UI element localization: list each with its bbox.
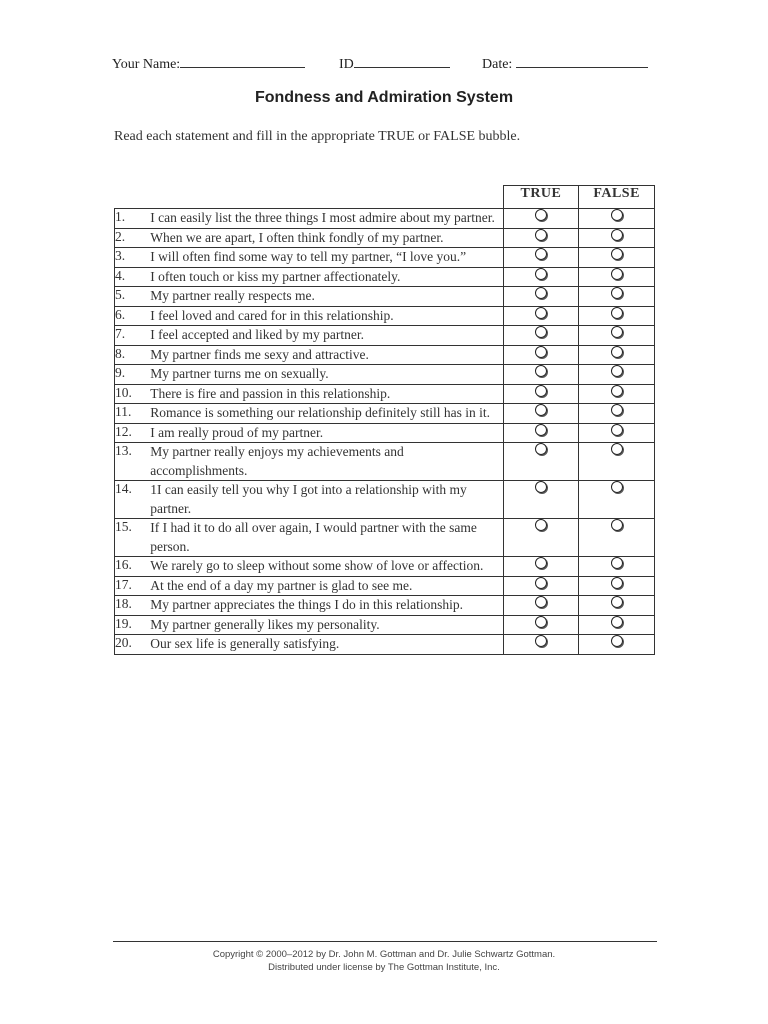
false-cell (579, 423, 655, 443)
page-title: Fondness and Admiration System (254, 89, 514, 106)
false-bubble[interactable] (611, 268, 623, 280)
false-bubble[interactable] (611, 519, 623, 531)
false-bubble[interactable] (611, 209, 623, 221)
false-column-header: FALSE (579, 186, 655, 209)
question-row (115, 345, 655, 365)
question-number: 10. (115, 384, 151, 404)
question-number: 20. (115, 635, 151, 655)
true-bubble[interactable] (535, 307, 547, 319)
question-statement: My partner really enjoys my achievements and accomplishments. (150, 443, 503, 481)
question-row (115, 365, 655, 385)
false-cell (579, 576, 655, 596)
true-cell (503, 423, 579, 443)
question-statement: If I had it to do all over again, I would partner with the same person. (150, 519, 503, 557)
question-statement: We rarely go to sleep without some show of love or affection. (150, 557, 503, 577)
question-row (115, 635, 655, 655)
name-label: Your Name: (112, 57, 181, 72)
true-cell (503, 596, 579, 616)
true-bubble[interactable] (535, 385, 547, 397)
false-cell (579, 365, 655, 385)
date-label: Date: (482, 57, 513, 72)
false-bubble[interactable] (611, 481, 623, 493)
question-statement: My partner really respects me. (150, 287, 503, 307)
true-bubble[interactable] (535, 404, 547, 416)
true-cell (503, 248, 579, 268)
true-bubble[interactable] (535, 557, 547, 569)
question-row (115, 481, 655, 519)
question-statement: I feel loved and cared for in this relationship. (150, 306, 503, 326)
false-cell (579, 384, 655, 404)
false-cell (579, 519, 655, 557)
true-cell (503, 384, 579, 404)
true-bubble[interactable] (535, 519, 547, 531)
false-bubble[interactable] (611, 424, 623, 436)
question-row (115, 306, 655, 326)
true-bubble[interactable] (535, 635, 547, 647)
false-bubble[interactable] (611, 635, 623, 647)
false-cell (579, 345, 655, 365)
false-bubble[interactable] (611, 326, 623, 338)
name-blank-line[interactable] (180, 54, 305, 68)
question-statement: I feel accepted and liked by my partner. (150, 326, 503, 346)
question-statement: I will often find some way to tell my partner, “I love you.” (150, 248, 503, 268)
question-statement: My partner appreciates the things I do in this relationship. (150, 596, 503, 616)
false-cell (579, 404, 655, 424)
question-row (115, 404, 655, 424)
question-row (115, 228, 655, 248)
false-bubble[interactable] (611, 248, 623, 260)
question-statement: My partner finds me sexy and attractive. (150, 345, 503, 365)
question-statement: At the end of a day my partner is glad to see me. (150, 576, 503, 596)
true-cell (503, 345, 579, 365)
instructions-text: Read each statement and fill in the appropriate TRUE or FALSE bubble. (114, 129, 521, 144)
true-cell (503, 481, 579, 519)
question-statement: I can easily list the three things I most admire about my partner. (150, 209, 503, 229)
false-cell (579, 228, 655, 248)
false-cell (579, 267, 655, 287)
name-field[interactable] (112, 54, 305, 73)
true-cell (503, 635, 579, 655)
true-column-header: TRUE (503, 186, 579, 209)
question-statement: Romance is something our relationship definitely still has in it. (150, 404, 503, 424)
true-cell (503, 326, 579, 346)
id-blank-line[interactable] (354, 54, 450, 68)
question-row (115, 443, 655, 481)
true-cell (503, 443, 579, 481)
question-row (115, 326, 655, 346)
question-row (115, 576, 655, 596)
copyright-line: Copyright © 2000–2012 by Dr. John M. Gottman and Dr. Julie Schwartz Gottman. (212, 949, 556, 960)
question-row (115, 287, 655, 307)
question-number: 3. (115, 248, 151, 268)
true-bubble[interactable] (535, 596, 547, 608)
false-bubble[interactable] (611, 443, 623, 455)
question-statement: My partner generally likes my personality. (150, 615, 503, 635)
question-row (115, 267, 655, 287)
true-bubble[interactable] (535, 616, 547, 628)
footer-divider (113, 941, 657, 942)
false-bubble[interactable] (611, 557, 623, 569)
true-cell (503, 306, 579, 326)
false-bubble[interactable] (611, 346, 623, 358)
true-cell (503, 209, 579, 229)
true-bubble[interactable] (535, 209, 547, 221)
copyright-footer (0, 949, 768, 974)
false-bubble[interactable] (611, 365, 623, 377)
question-number: 17. (115, 576, 151, 596)
survey-body (115, 209, 655, 655)
question-statement: There is fire and passion in this relationship. (150, 384, 503, 404)
false-bubble[interactable] (611, 616, 623, 628)
true-bubble[interactable] (535, 424, 547, 436)
question-statement: When we are apart, I often think fondly of my partner. (150, 228, 503, 248)
true-bubble[interactable] (535, 365, 547, 377)
false-bubble[interactable] (611, 307, 623, 319)
false-cell (579, 287, 655, 307)
true-cell (503, 228, 579, 248)
true-bubble[interactable] (535, 229, 547, 241)
question-number: 11. (115, 404, 151, 424)
false-cell (579, 481, 655, 519)
question-row (115, 423, 655, 443)
survey-table (114, 185, 655, 655)
false-cell (579, 557, 655, 577)
false-cell (579, 596, 655, 616)
false-cell (579, 248, 655, 268)
false-bubble[interactable] (611, 596, 623, 608)
question-row (115, 596, 655, 616)
id-label: ID (339, 57, 354, 72)
false-bubble[interactable] (611, 577, 623, 589)
question-statement: 1I can easily tell you why I got into a relationship with my partner. (150, 481, 503, 519)
false-cell (579, 635, 655, 655)
false-cell (579, 443, 655, 481)
table-header-row (115, 186, 655, 209)
question-statement: Our sex life is generally satisfying. (150, 635, 503, 655)
question-row (115, 209, 655, 229)
question-number: 8. (115, 345, 151, 365)
question-number: 18. (115, 596, 151, 616)
question-row (115, 615, 655, 635)
question-row (115, 384, 655, 404)
false-bubble[interactable] (611, 385, 623, 397)
question-statement: My partner turns me on sexually. (150, 365, 503, 385)
true-cell (503, 267, 579, 287)
true-bubble[interactable] (535, 346, 547, 358)
question-row (115, 519, 655, 557)
question-number: 2. (115, 228, 151, 248)
true-bubble[interactable] (535, 481, 547, 493)
question-number: 15. (115, 519, 151, 557)
false-cell (579, 326, 655, 346)
false-cell (579, 615, 655, 635)
question-row (115, 248, 655, 268)
question-number: 1. (115, 209, 151, 229)
question-number: 16. (115, 557, 151, 577)
true-cell (503, 287, 579, 307)
id-field[interactable] (339, 54, 450, 73)
question-statement: I often touch or kiss my partner affectionately. (150, 267, 503, 287)
question-number: 13. (115, 443, 151, 481)
true-cell (503, 557, 579, 577)
question-number: 14. (115, 481, 151, 519)
true-cell (503, 519, 579, 557)
false-bubble[interactable] (611, 287, 623, 299)
question-number: 9. (115, 365, 151, 385)
true-cell (503, 365, 579, 385)
question-number: 6. (115, 306, 151, 326)
question-number: 5. (115, 287, 151, 307)
true-bubble[interactable] (535, 443, 547, 455)
question-number: 19. (115, 615, 151, 635)
true-cell (503, 576, 579, 596)
true-bubble[interactable] (535, 577, 547, 589)
false-cell (579, 306, 655, 326)
false-bubble[interactable] (611, 404, 623, 416)
date-field[interactable] (482, 54, 648, 73)
question-number: 12. (115, 423, 151, 443)
license-line: Distributed under license by The Gottman Institute, Inc. (268, 961, 500, 973)
true-cell (503, 615, 579, 635)
question-number: 7. (115, 326, 151, 346)
true-bubble[interactable] (535, 268, 547, 280)
question-statement: I am really proud of my partner. (150, 423, 503, 443)
true-bubble[interactable] (535, 326, 547, 338)
question-number: 4. (115, 267, 151, 287)
true-bubble[interactable] (535, 248, 547, 260)
true-bubble[interactable] (535, 287, 547, 299)
true-cell (503, 404, 579, 424)
date-blank-line[interactable] (516, 54, 648, 68)
false-cell (579, 209, 655, 229)
false-bubble[interactable] (611, 229, 623, 241)
question-row (115, 557, 655, 577)
